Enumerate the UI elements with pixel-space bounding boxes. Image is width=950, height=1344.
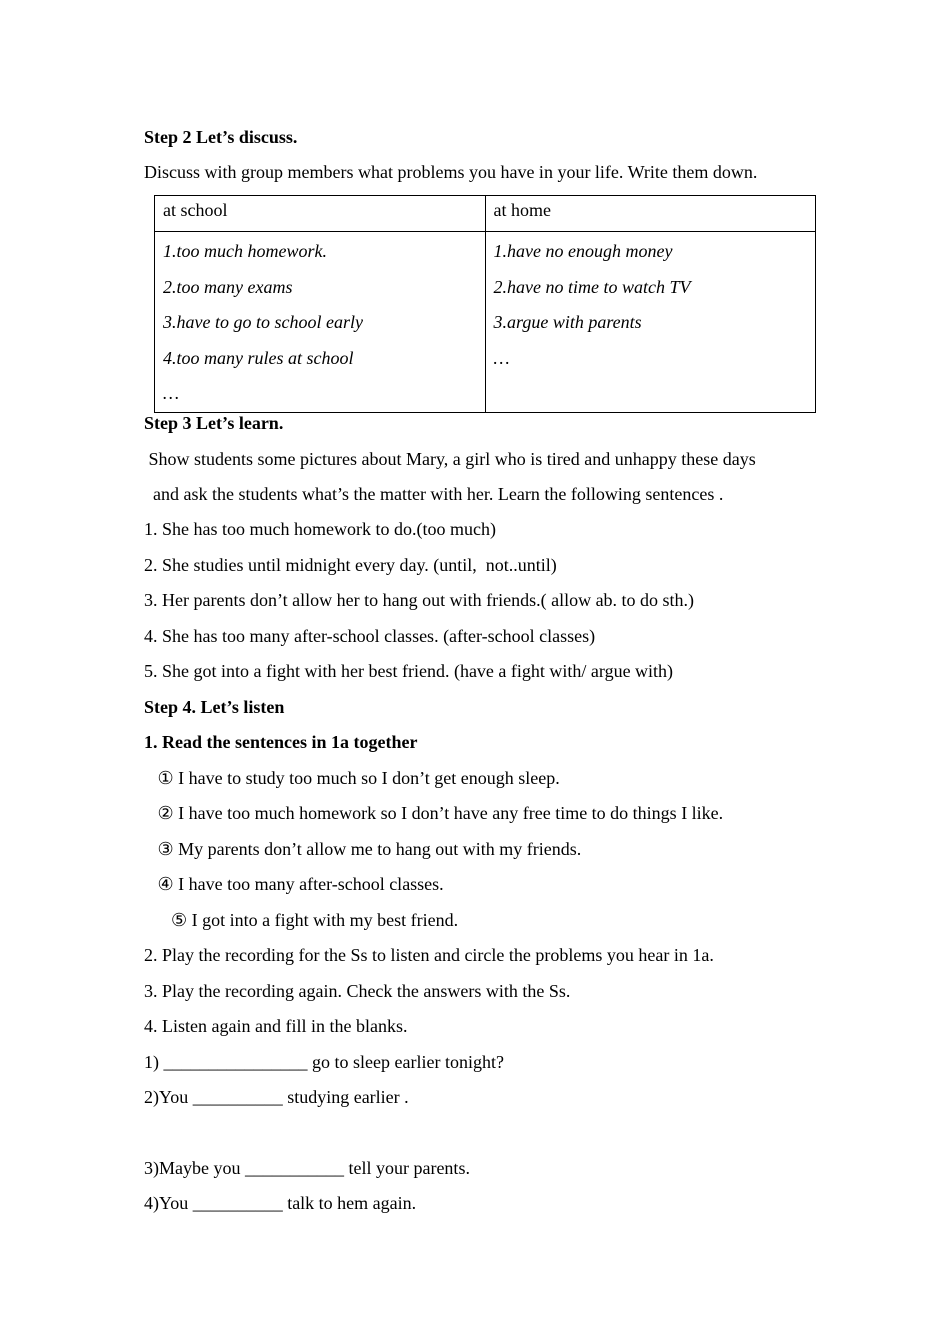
school-problem-item: … xyxy=(163,383,180,403)
step3-sentence: 3. Her parents don’t allow her to hang out with friends.( allow ab. to do sth.) xyxy=(144,590,695,610)
fill-blank-item: 3)Maybe you ___________ tell your parents. xyxy=(144,1158,470,1178)
step4-heading: Step 4. Let’s listen xyxy=(144,697,285,717)
home-problem-item: … xyxy=(493,347,510,368)
table-header-home: at home xyxy=(485,196,816,232)
step4-task: 4. Listen again and fill in the blanks. xyxy=(144,1016,408,1036)
school-problems-cell xyxy=(155,232,486,413)
fill-blank-item: 4)You __________ talk to hem again. xyxy=(144,1193,417,1213)
step3-sentence: 5. She got into a fight with her best friend. (have a fight with/ argue with) xyxy=(144,661,674,681)
read-item: ③ My parents don’t allow me to hang out with my friends. xyxy=(144,839,582,859)
fill-blank-item: 2)You __________ studying earlier . xyxy=(144,1087,409,1107)
step2-instruction: Discuss with group members what problems you have in your life. Write them down. xyxy=(144,162,758,182)
home-problem-item: 3.argue with parents xyxy=(493,312,642,332)
step3-heading: Step 3 Let’s learn. xyxy=(144,413,284,433)
table-header-school: at school xyxy=(155,196,486,232)
step3-intro-line: and ask the students what’s the matter with her. Learn the following sentences . xyxy=(144,484,724,504)
step3-sentence: 1. She has too much homework to do.(too much) xyxy=(144,519,496,539)
school-problem-item: 4.too many rules at school xyxy=(163,347,354,368)
step3-sentence: 4. She has too many after-school classes. (after-school classes) xyxy=(144,626,596,646)
step2-heading: Step 2 Let’s discuss. xyxy=(144,127,298,147)
step3-sentence: 2. She studies until midnight every day. (until, not..until) xyxy=(144,555,557,575)
fill-blank-item: 1) ________________ go to sleep earlier tonight? xyxy=(144,1052,504,1072)
read-item: ① I have to study too much so I don’t get enough sleep. xyxy=(144,768,560,788)
read-item: ⑤ I got into a fight with my best friend. xyxy=(144,910,459,930)
problems-table xyxy=(154,195,816,413)
read-item: ② I have too much homework so I don’t have any free time to do things I like. xyxy=(144,803,724,823)
step4-subheading: 1. Read the sentences in 1a together xyxy=(144,732,418,752)
step4-task: 2. Play the recording for the Ss to listen and circle the problems you hear in 1a. xyxy=(144,945,714,965)
home-problem-item: 2.have no time to watch TV xyxy=(493,276,691,297)
home-problems-cell xyxy=(485,232,816,413)
home-problem-item: 1.have no enough money xyxy=(493,241,673,261)
step3-intro-line: Show students some pictures about Mary, a girl who is tired and unhappy these days xyxy=(144,449,756,469)
school-problem-item: 2.too many exams xyxy=(163,276,293,297)
step4-task: 3. Play the recording again. Check the answers with the Ss. xyxy=(144,981,571,1001)
read-item: ④ I have too many after-school classes. xyxy=(144,874,444,894)
school-problem-item: 1.too much homework. xyxy=(163,241,327,261)
school-problem-item: 3.have to go to school early xyxy=(163,312,363,332)
